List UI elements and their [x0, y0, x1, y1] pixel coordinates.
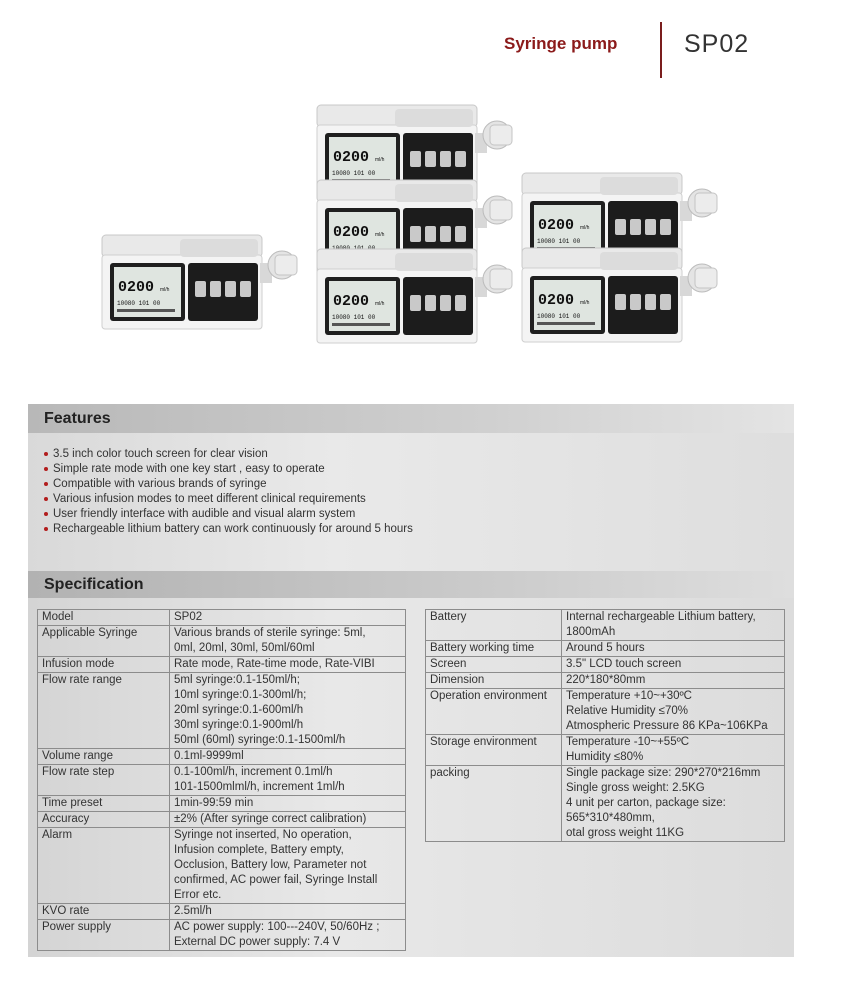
product-image [0, 95, 862, 345]
spec-row [38, 812, 406, 828]
pump-unit-display: ml/h [580, 300, 590, 306]
spec-key: Flow rate range [38, 673, 170, 749]
spec-value: Temperature -10~+55ºC Humidity ≤80% [562, 735, 785, 766]
spec-value: 3.5" LCD touch screen [562, 657, 785, 673]
specification-section [28, 571, 794, 957]
spec-value: Internal rechargeable Lithium battery, 1800mAh [562, 610, 785, 641]
pump-unit-display: ml/h [375, 232, 385, 238]
feature-item: Simple rate mode with one key start , easy to operate [44, 462, 794, 477]
spec-key: Storage environment [426, 735, 562, 766]
features-list [28, 433, 794, 537]
spec-value: ±2% (After syringe correct calibration) [170, 812, 406, 828]
spec-key: Accuracy [38, 812, 170, 828]
pump-unit-display: ml/h [580, 225, 590, 231]
spec-row [426, 735, 785, 766]
pump-rate-display: 0200 [333, 149, 370, 166]
header-divider [660, 22, 662, 78]
spec-key: Model [38, 610, 170, 626]
spec-key: Volume range [38, 749, 170, 765]
spec-value: SP02 [170, 610, 406, 626]
spec-row [426, 673, 785, 689]
spec-row [426, 766, 785, 842]
spec-row [426, 610, 785, 641]
spec-value: 1min-99:59 min [170, 796, 406, 812]
spec-key: packing [426, 766, 562, 842]
pump-rate-display: 0200 [333, 224, 370, 241]
spec-key: Alarm [38, 828, 170, 904]
spec-value: Single package size: 290*270*216mm Single gross weight: 2.5KG 4 unit per carton, package size: 565*310*480mm, otal gross weight 11KG [562, 766, 785, 842]
pump-unit-display: ml/h [375, 157, 385, 163]
spec-row [38, 796, 406, 812]
spec-value: AC power supply: 100---240V, 50/60Hz ; External DC power supply: 7.4 V [170, 920, 406, 951]
spec-table-left [37, 609, 406, 951]
spec-key: Dimension [426, 673, 562, 689]
spec-key: Power supply [38, 920, 170, 951]
spec-key: Time preset [38, 796, 170, 812]
spec-row [38, 920, 406, 951]
page-title: Syringe pump [504, 34, 618, 53]
feature-item: Rechargeable lithium battery can work continuously for around 5 hours [44, 522, 794, 537]
spec-row [38, 765, 406, 796]
pump-rate-display: 0200 [333, 293, 370, 310]
spec-value: Syringe not inserted, No operation, Infusion complete, Battery empty, Occlusion, Battery low, Parameter not confirmed, AC power fail, Syringe Install Error etc. [170, 828, 406, 904]
feature-item: Compatible with various brands of syringe [44, 477, 794, 492]
syringe-pump-image [520, 246, 725, 346]
model-name: SP02 [684, 30, 750, 58]
pump-rate-display: 0200 [538, 217, 575, 234]
spec-value: Around 5 hours [562, 641, 785, 657]
spec-row [426, 657, 785, 673]
spec-key: KVO rate [38, 904, 170, 920]
spec-row [38, 828, 406, 904]
pump-small-display: 10080 101 00 [537, 238, 581, 245]
spec-row [38, 673, 406, 749]
spec-table-right [425, 609, 785, 842]
pump-small-display: 10080 101 00 [332, 170, 376, 177]
spec-row [38, 657, 406, 673]
pump-unit-display: ml/h [375, 301, 385, 307]
pump-unit-display: ml/h [160, 287, 170, 293]
spec-row [426, 689, 785, 735]
spec-value: 0.1ml-9999ml [170, 749, 406, 765]
pump-small-display: 10080 101 00 [332, 314, 376, 321]
feature-item: 3.5 inch color touch screen for clear vision [44, 447, 794, 462]
spec-row [426, 641, 785, 657]
spec-key: Battery working time [426, 641, 562, 657]
spec-row [38, 610, 406, 626]
feature-item: User friendly interface with audible and visual alarm system [44, 507, 794, 522]
spec-key: Applicable Syringe [38, 626, 170, 657]
specification-heading: Specification [28, 571, 794, 598]
pump-small-display: 10080 101 00 [117, 300, 161, 307]
spec-value: 2.5ml/h [170, 904, 406, 920]
spec-row [38, 749, 406, 765]
spec-value: 0.1-100ml/h, increment 0.1ml/h 101-1500mlml/h, increment 1ml/h [170, 765, 406, 796]
pump-rate-display: 0200 [118, 279, 155, 296]
feature-item: Various infusion modes to meet different clinical requirements [44, 492, 794, 507]
syringe-pump-image [315, 247, 520, 347]
spec-value: 5ml syringe:0.1-150ml/h; 10ml syringe:0.1-300ml/h; 20ml syringe:0.1-600ml/h 30ml syringe:0.1-900ml/h 50ml (60ml) syringe:0.1-1500ml/h [170, 673, 406, 749]
spec-key: Flow rate step [38, 765, 170, 796]
syringe-pump-image [100, 233, 305, 333]
spec-value: Temperature +10~+30ºC Relative Humidity ≤70% Atmospheric Pressure 86 KPa~106KPa [562, 689, 785, 735]
spec-key: Screen [426, 657, 562, 673]
features-section [28, 404, 794, 572]
spec-value: 220*180*80mm [562, 673, 785, 689]
spec-row [38, 904, 406, 920]
spec-value: Various brands of sterile syringe: 5ml, 0ml, 20ml, 30ml, 50ml/60ml [170, 626, 406, 657]
spec-key: Battery [426, 610, 562, 641]
spec-key: Infusion mode [38, 657, 170, 673]
spec-row [38, 626, 406, 657]
features-heading: Features [28, 404, 794, 433]
pump-rate-display: 0200 [538, 292, 575, 309]
spec-value: Rate mode, Rate-time mode, Rate-VIBI [170, 657, 406, 673]
pump-small-display: 10080 101 00 [537, 313, 581, 320]
spec-key: Operation environment [426, 689, 562, 735]
